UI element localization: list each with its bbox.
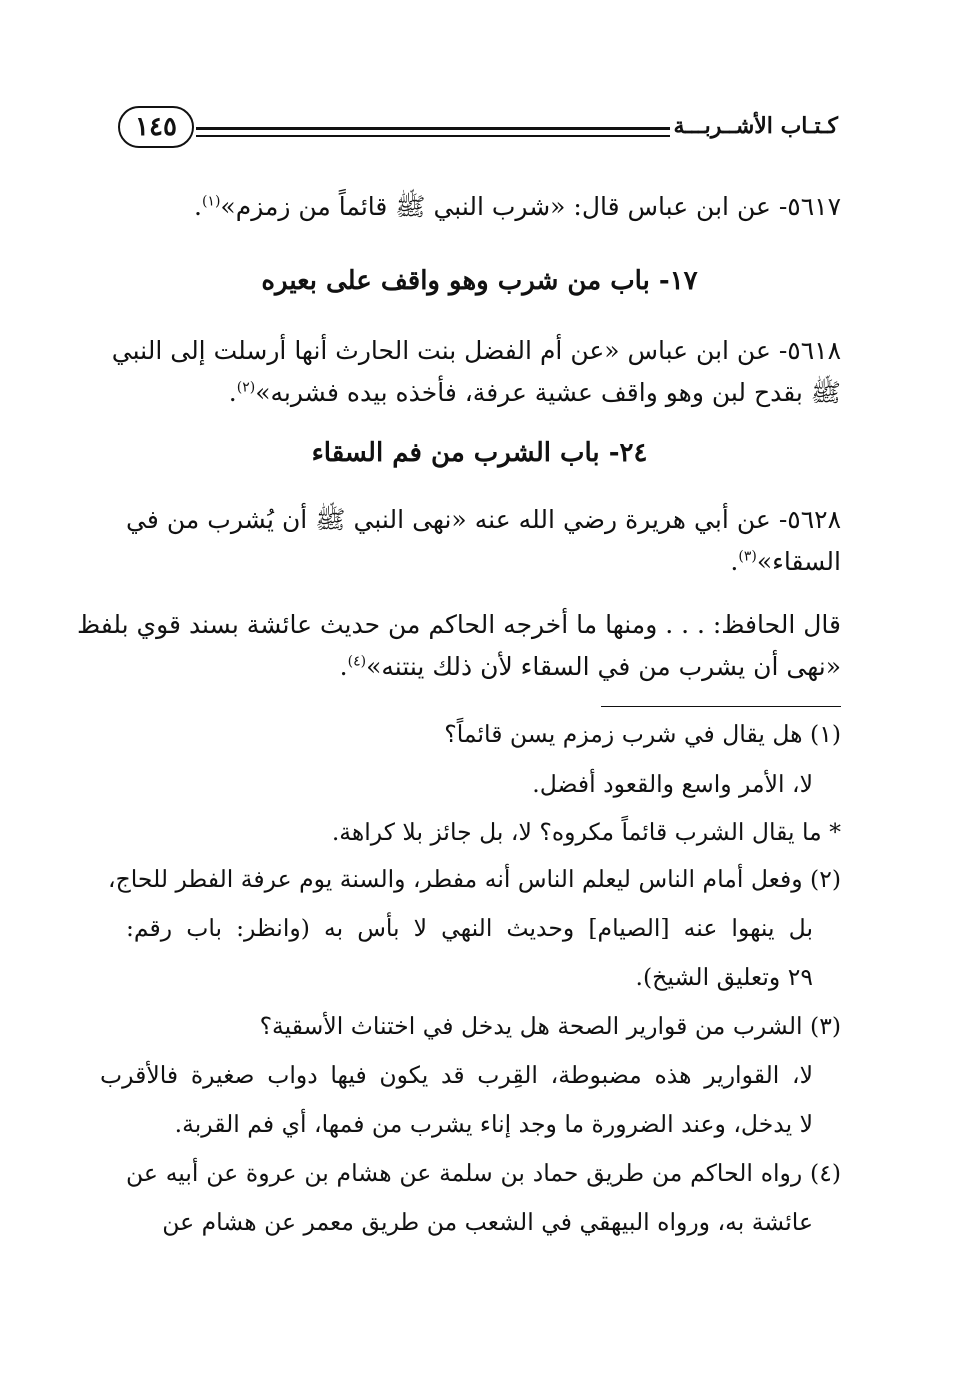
footnote-separator bbox=[601, 706, 841, 707]
footnote-1-answer: لا، الأمر واسع والقعود أفضل. bbox=[532, 770, 813, 798]
footnote-4-line-1: (٤) رواه الحاكم من طريق حماد بن سلمة عن هشام بن عروة عن أبيه عن bbox=[126, 1159, 841, 1187]
hadith-5618-line-2-text: ﷺ بقدح لبن وهو واقف عشية عرفة، فأخذه بيده فشربه» bbox=[255, 378, 841, 407]
footnote-4-line-2: عائشة به، ورواه البيهقي في الشعب من طريق معمر عن هشام عن bbox=[162, 1208, 813, 1236]
footnote-ref-3: (٣) bbox=[738, 548, 757, 565]
footnote-ref-4: (٤) bbox=[347, 653, 367, 670]
page-number-badge bbox=[118, 106, 194, 148]
footnote-1-question: (١) هل يقال في شرب زمزم يسن قائماً؟ bbox=[444, 720, 841, 748]
hadith-5628-line-1: ٥٦٢٨- عن أبي هريرة رضي الله عنه «نهى النبي ﷺ أن يُشرب من في bbox=[126, 505, 841, 534]
chapter-heading-17: ١٧- باب من شرب وهو واقف على بعيره bbox=[261, 266, 698, 296]
hadith-5618-line-1: ٥٦١٨- عن ابن عباس «عن أم الفضل بنت الحارث أنها أرسلت إلى النبي bbox=[111, 336, 841, 365]
hafiz-line-2 bbox=[340, 652, 841, 682]
footnote-3-answer-2: لا يدخل، وعند الضرورة ما وجد إناء يشرب من فمها، أي فم القربة. bbox=[174, 1110, 813, 1138]
footnote-1-note: * ما يقال الشرب قائماً مكروه؟ لا، بل جائز بلا كراهة. bbox=[331, 818, 841, 846]
chapter-heading-24: ٢٤- باب الشرب من فم السقاء bbox=[311, 438, 648, 468]
hafiz-line-2-text: «نهى أن يشرب من في السقاء لأن ذلك ينتنه» bbox=[366, 652, 841, 681]
hadith-5617-text: ٥٦١٧- عن ابن عباس قال: «شرب النبي ﷺ قائماً من زمزم» bbox=[220, 192, 841, 221]
hafiz-line-1: قال الحافظ: . . . ومنها ما أخرجه الحاكم من حديث عائشة بسند قوي بلفظ bbox=[77, 610, 841, 639]
header-rule bbox=[196, 127, 670, 137]
hadith-5617-end: . bbox=[194, 192, 202, 221]
footnote-ref-1: (١) bbox=[201, 193, 221, 210]
hadith-5628-line-2 bbox=[730, 547, 841, 577]
hadith-5628-end: . bbox=[730, 547, 739, 576]
hadith-5618-end: . bbox=[228, 378, 237, 407]
footnote-3-question: (٣) الشرب من قوارير الصحة هل يدخل في اختناث الأسقية؟ bbox=[259, 1012, 841, 1040]
hadith-5628-line-2-text: السقاء» bbox=[756, 547, 841, 576]
footnote-2-line-2: بل ينهوا عنه [الصيام] وحديث النهي لا بأس به (وانظر: باب رقم: bbox=[126, 914, 813, 942]
hadith-5617 bbox=[194, 192, 841, 222]
footnote-3-answer-1: لا، القوارير هذه مضبوطة، القِرب قد يكون فيها دواب صغيرة فالأقرب bbox=[100, 1061, 813, 1089]
page-number: ١٤٥ bbox=[135, 112, 177, 142]
hadith-5618-line-2 bbox=[229, 378, 841, 408]
footnote-ref-2: (٢) bbox=[236, 379, 256, 396]
running-header bbox=[118, 100, 838, 164]
footnote-2-line-1: (٢) وفعل أمام الناس ليعلم الناس أنه مفطر، والسنة يوم عرفة الفطر للحاج، bbox=[108, 865, 841, 893]
book-title: كـتـاب الأشــربـــة bbox=[673, 113, 838, 139]
hafiz-end: . bbox=[339, 652, 348, 681]
footnote-2-line-3: ٢٩ وتعليق الشيخ). bbox=[635, 963, 813, 991]
